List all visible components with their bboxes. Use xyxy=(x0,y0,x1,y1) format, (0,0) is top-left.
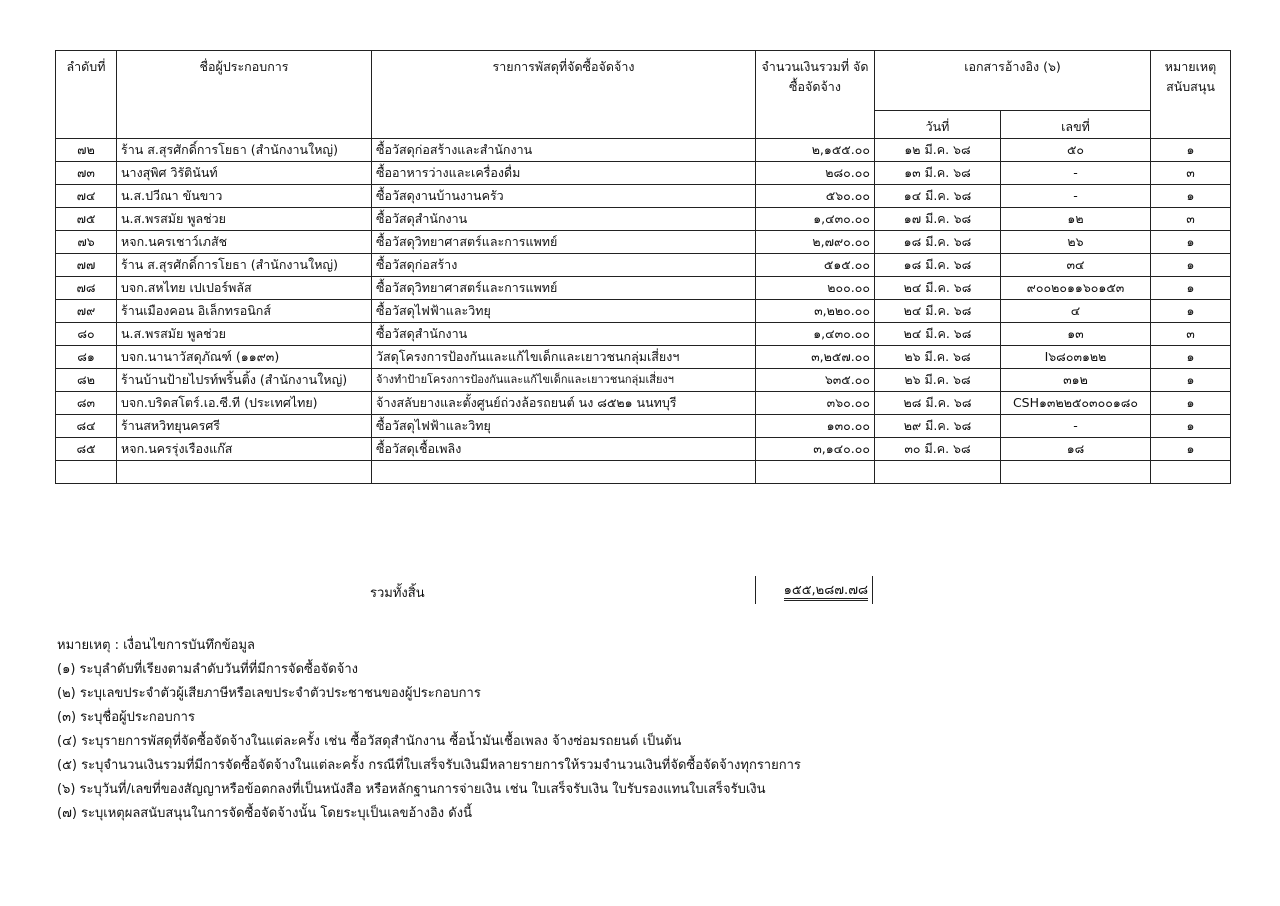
table-row xyxy=(56,231,1231,254)
empty-cell xyxy=(1151,461,1231,484)
item-cell: ซื้อวัสดุไฟฟ้าและวิทยุ xyxy=(372,415,756,438)
item-cell: ซื้อวัสดุไฟฟ้าและวิทยุ xyxy=(372,300,756,323)
note-line: (๕) ระบุจำนวนเงินรวมที่มีการจัดซื้อจัดจ้างในแต่ละครั้ง กรณีที่ใบเสร็จรับเงินมีหลายรายการให้รวมจำนวนเงินที่จัดซื้อจัดจ้างทุกรายการ xyxy=(57,758,801,773)
header-number: เลขที่ xyxy=(1001,111,1151,139)
seq-cell: ๗๔ xyxy=(56,185,117,208)
number-cell: ๒๖ xyxy=(1001,231,1151,254)
remark-cell: ๓ xyxy=(1151,323,1231,346)
empty-cell xyxy=(1001,461,1151,484)
empty-cell xyxy=(117,461,372,484)
header-remark: หมายเหตุ สนับสนุน xyxy=(1151,51,1231,139)
remark-cell: ๑ xyxy=(1151,185,1231,208)
date-cell: ๒๔ มี.ค. ๖๘ xyxy=(875,300,1001,323)
table-row xyxy=(56,392,1231,415)
number-cell: - xyxy=(1001,415,1151,438)
date-cell: ๑๗ มี.ค. ๖๘ xyxy=(875,208,1001,231)
note-line: (๑) ระบุลำดับที่เรียงตามลำดับวันที่ที่มีการจัดซื้อจัดจ้าง xyxy=(57,662,358,677)
item-cell: ซื้อวัสดุวิทยาศาสตร์และการแพทย์ xyxy=(372,231,756,254)
date-cell: ๑๒ มี.ค. ๖๘ xyxy=(875,139,1001,162)
number-cell: ๓๑๒ xyxy=(1001,369,1151,392)
number-cell: ๙๐๐๒๐๑๑๖๐๑๕๓ xyxy=(1001,277,1151,300)
total-amount-box xyxy=(755,576,873,604)
table-row xyxy=(56,346,1231,369)
item-cell: ซื้อวัสดุสำนักงาน xyxy=(372,323,756,346)
number-cell: CSH๑๓๒๒๕๐๓๐๐๑๘๐ xyxy=(1001,392,1151,415)
seq-cell: ๘๐ xyxy=(56,323,117,346)
amount-cell: ๓,๒๒๐.๐๐ xyxy=(756,300,875,323)
date-cell: ๑๓ มี.ค. ๖๘ xyxy=(875,162,1001,185)
empty-cell xyxy=(56,461,117,484)
number-cell: ๑๓ xyxy=(1001,323,1151,346)
vendor-cell: น.ส.พรสมัย พูลช่วย xyxy=(117,208,372,231)
amount-cell: ๕๑๕.๐๐ xyxy=(756,254,875,277)
table-row xyxy=(56,139,1231,162)
remark-cell: ๑ xyxy=(1151,392,1231,415)
total-label: รวมทั้งสิ้น xyxy=(370,586,425,601)
remark-cell: ๑ xyxy=(1151,277,1231,300)
vendor-cell: ร้าน ส.สุรศักดิ์การโยธา (สำนักงานใหญ่) xyxy=(117,254,372,277)
amount-cell: ๒,๑๕๕.๐๐ xyxy=(756,139,875,162)
remark-cell: ๑ xyxy=(1151,300,1231,323)
vendor-cell: นางสุพิศ วิรัตินันท์ xyxy=(117,162,372,185)
note-line: (๗) ระบุเหตุผลสนับสนุนในการจัดซื้อจัดจ้างนั้น โดยระบุเป็นเลขอ้างอิง ดังนี้ xyxy=(57,806,472,821)
header-amount: จำนวนเงินรวมที่ จัดซื้อจัดจ้าง xyxy=(756,51,875,139)
seq-cell: ๘๒ xyxy=(56,369,117,392)
amount-cell: ๑๓๐.๐๐ xyxy=(756,415,875,438)
seq-cell: ๗๒ xyxy=(56,139,117,162)
total-amount: ๑๕๕,๒๘๗.๗๘ xyxy=(784,583,868,601)
item-cell: วัสดุโครงการป้องกันและแก้ไขเด็กและเยาวชนกลุ่มเสี่ยงฯ xyxy=(372,346,756,369)
table-row xyxy=(56,300,1231,323)
table-row xyxy=(56,415,1231,438)
item-cell: ซื้อวัสดุวิทยาศาสตร์และการแพทย์ xyxy=(372,277,756,300)
amount-cell: ๓,๒๕๗.๐๐ xyxy=(756,346,875,369)
amount-cell: ๖๓๕.๐๐ xyxy=(756,369,875,392)
remark-cell: ๑ xyxy=(1151,139,1231,162)
remark-cell: ๑ xyxy=(1151,438,1231,461)
table-row xyxy=(56,277,1231,300)
table-row xyxy=(56,185,1231,208)
number-cell: ๕๐ xyxy=(1001,139,1151,162)
number-cell: - xyxy=(1001,162,1151,185)
notes-section xyxy=(57,634,801,826)
note-line: (๒) ระบุเลขประจำตัวผู้เสียภาษีหรือเลขประจำตัวประชาชนของผู้ประกอบการ xyxy=(57,686,481,701)
date-cell: ๑๘ มี.ค. ๖๘ xyxy=(875,231,1001,254)
date-cell: ๑๘ มี.ค. ๖๘ xyxy=(875,254,1001,277)
table-row xyxy=(56,369,1231,392)
number-cell: ๔ xyxy=(1001,300,1151,323)
date-cell: ๒๖ มี.ค. ๖๘ xyxy=(875,346,1001,369)
header-ref-doc: เอกสารอ้างอิง (๖) xyxy=(875,51,1151,111)
amount-cell: ๒๘๐.๐๐ xyxy=(756,162,875,185)
amount-cell: ๕๖๐.๐๐ xyxy=(756,185,875,208)
header-vendor: ชื่อผู้ประกอบการ xyxy=(117,51,372,139)
date-cell: ๒๙ มี.ค. ๖๘ xyxy=(875,415,1001,438)
item-cell: ซื้อวัสดุก่อสร้าง xyxy=(372,254,756,277)
seq-cell: ๘๕ xyxy=(56,438,117,461)
amount-cell: ๒,๗๙๐.๐๐ xyxy=(756,231,875,254)
vendor-cell: บจก.บริดสโตร์.เอ.ซี.ที (ประเทศไทย) xyxy=(117,392,372,415)
vendor-cell: บจก.นานาวัสดุภัณฑ์ (๑๑๙๓) xyxy=(117,346,372,369)
item-cell: ซื้อวัสดุสำนักงาน xyxy=(372,208,756,231)
item-cell: ซื้อวัสดุเชื้อเพลิง xyxy=(372,438,756,461)
amount-cell: ๒๐๐.๐๐ xyxy=(756,277,875,300)
vendor-cell: ร้าน ส.สุรศักดิ์การโยธา (สำนักงานใหญ่) xyxy=(117,139,372,162)
empty-cell xyxy=(875,461,1001,484)
table-body xyxy=(56,139,1231,484)
empty-cell xyxy=(756,461,875,484)
remark-cell: ๑ xyxy=(1151,415,1231,438)
note-line: (๖) ระบุวันที่/เลขที่ของสัญญาหรือข้อตกลงที่เป็นหนังสือ หรือหลักฐานการจ่ายเงิน เช่น ใบเสร็จรับเงิน ใบรับรองแทนใบเสร็จรับเงิน xyxy=(57,782,766,797)
date-cell: ๒๔ มี.ค. ๖๘ xyxy=(875,277,1001,300)
seq-cell: ๗๕ xyxy=(56,208,117,231)
amount-cell: ๑,๔๓๐.๐๐ xyxy=(756,323,875,346)
remark-cell: ๑ xyxy=(1151,254,1231,277)
amount-cell: ๓๖๐.๐๐ xyxy=(756,392,875,415)
notes-heading: หมายเหตุ : เงื่อนไขการบันทึกข้อมูล xyxy=(57,638,256,653)
table-row xyxy=(56,208,1231,231)
note-line: (๔) ระบุรายการพัสดุที่จัดซื้อจัดจ้างในแต่ละครั้ง เช่น ซื้อวัสดุสำนักงาน ซื้อน้ำมันเชื้อเพลง จ้างซ่อมรถยนต์ เป็นต้น xyxy=(57,734,682,749)
item-cell: ซื้ออาหารว่างและเครื่องดื่ม xyxy=(372,162,756,185)
remark-cell: ๑ xyxy=(1151,346,1231,369)
seq-cell: ๗๓ xyxy=(56,162,117,185)
seq-cell: ๗๗ xyxy=(56,254,117,277)
seq-cell: ๘๓ xyxy=(56,392,117,415)
date-cell: ๒๖ มี.ค. ๖๘ xyxy=(875,369,1001,392)
seq-cell: ๗๙ xyxy=(56,300,117,323)
table-row xyxy=(56,254,1231,277)
number-cell: ๑๘ xyxy=(1001,438,1151,461)
item-cell: จ้างทำป้ายโครงการป้องกันและแก้ไขเด็กและเยาวชนกลุ่มเสี่ยงฯ xyxy=(372,369,756,392)
date-cell: ๓๐ มี.ค. ๖๘ xyxy=(875,438,1001,461)
seq-cell: ๘๔ xyxy=(56,415,117,438)
seq-cell: ๘๑ xyxy=(56,346,117,369)
remark-cell: ๑ xyxy=(1151,231,1231,254)
number-cell: - xyxy=(1001,185,1151,208)
seq-cell: ๗๘ xyxy=(56,277,117,300)
vendor-cell: บจก.สหไทย เปเปอร์พลัส xyxy=(117,277,372,300)
remark-cell: ๑ xyxy=(1151,369,1231,392)
seq-cell: ๗๖ xyxy=(56,231,117,254)
procurement-table xyxy=(55,50,1231,484)
empty-row xyxy=(56,461,1231,484)
vendor-cell: น.ส.ปวีณา ขันขาว xyxy=(117,185,372,208)
table-row xyxy=(56,438,1231,461)
item-cell: จ้างสลับยางและตั้งศูนย์ถ่วงล้อรถยนต์ นง ๘๕๒๑ นนทบุรี xyxy=(372,392,756,415)
vendor-cell: น.ส.พรสมัย พูลช่วย xyxy=(117,323,372,346)
table-row xyxy=(56,323,1231,346)
item-cell: ซื้อวัสดุงานบ้านงานครัว xyxy=(372,185,756,208)
header-items: รายการพัสดุที่จัดซื้อจัดจ้าง xyxy=(372,51,756,139)
table-row xyxy=(56,162,1231,185)
number-cell: I๖๘๐๓๑๒๒ xyxy=(1001,346,1151,369)
vendor-cell: ร้านเมืองคอน อิเล็กทรอนิกส์ xyxy=(117,300,372,323)
vendor-cell: หจก.นครเชาว์เภสัช xyxy=(117,231,372,254)
remark-cell: ๓ xyxy=(1151,162,1231,185)
vendor-cell: ร้านบ้านป้ายไปรท์พริ้นติ้ง (สำนักงานใหญ่) xyxy=(117,369,372,392)
note-line: (๓) ระบุชื่อผู้ประกอบการ xyxy=(57,710,195,725)
header-seq: ลำดับที่ xyxy=(56,51,117,139)
header-date: วันที่ xyxy=(875,111,1001,139)
vendor-cell: หจก.นครรุ่งเรืองแก๊ส xyxy=(117,438,372,461)
item-cell: ซื้อวัสดุก่อสร้างและสำนักงาน xyxy=(372,139,756,162)
vendor-cell: ร้านสหวิทยุนครศรี xyxy=(117,415,372,438)
amount-cell: ๓,๑๔๐.๐๐ xyxy=(756,438,875,461)
date-cell: ๒๘ มี.ค. ๖๘ xyxy=(875,392,1001,415)
number-cell: ๑๒ xyxy=(1001,208,1151,231)
remark-cell: ๓ xyxy=(1151,208,1231,231)
number-cell: ๓๔ xyxy=(1001,254,1151,277)
empty-cell xyxy=(372,461,756,484)
date-cell: ๑๔ มี.ค. ๖๘ xyxy=(875,185,1001,208)
amount-cell: ๑,๔๓๐.๐๐ xyxy=(756,208,875,231)
date-cell: ๒๔ มี.ค. ๖๘ xyxy=(875,323,1001,346)
